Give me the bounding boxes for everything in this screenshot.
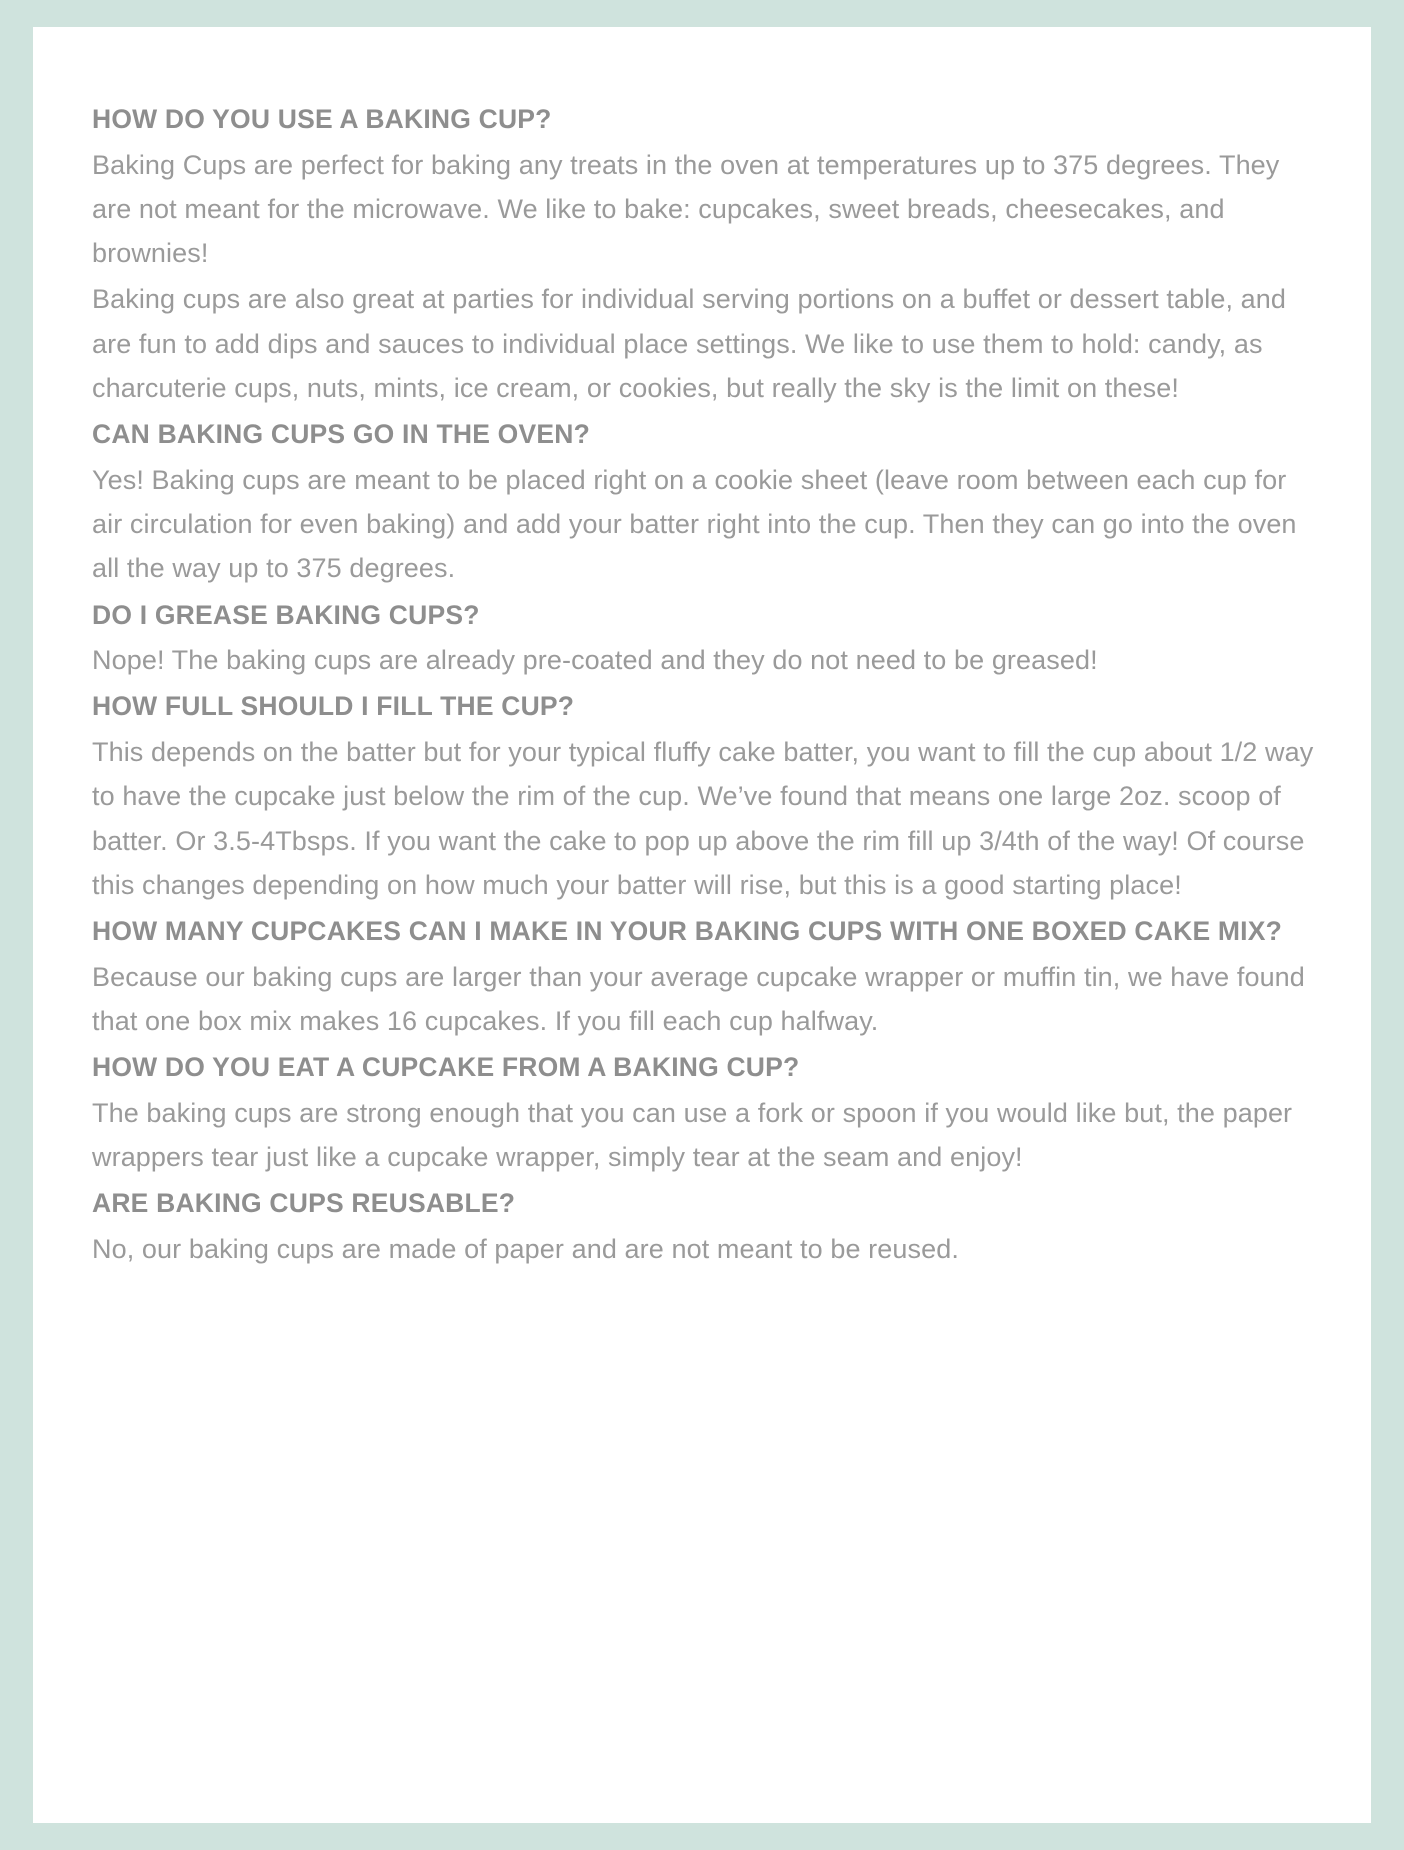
faq-question: DO I GREASE BAKING CUPS? xyxy=(92,599,480,630)
faq-answer: Baking cups are also great at parties for individual serving portions on a buffet or dessert table, and are fun to add dips and sauces to individual place settings. We like to use them to hold: candy, as charcuterie cups, nuts, mints, ice cream, or cookies, but really the sky is the limit on these! xyxy=(92,284,1287,403)
faq-answer: Yes! Baking cups are meant to be placed right on a cookie sheet (leave room between each cup for air circulation for even baking) and add your batter right into the cup. Then they can go into the oven all the way up to 375 degrees. xyxy=(92,464,1297,584)
faq-question: ARE BAKING CUPS REUSABLE? xyxy=(92,1188,516,1219)
faq-answer: No, our baking cups are made of paper and are not meant to be reused. xyxy=(92,1233,959,1264)
faq-question: HOW FULL SHOULD I FILL THE CUP? xyxy=(92,691,575,722)
document-page xyxy=(33,27,1371,1823)
faq-item xyxy=(92,412,1317,590)
faq-item xyxy=(92,1181,1317,1271)
faq-content xyxy=(92,97,1317,1273)
faq-item xyxy=(92,684,1317,907)
faq-answer: The baking cups are strong enough that you can use a fork or spoon if you would like but, the paper wrappers tear just like a cupcake wrapper, simply tear at the seam and enjoy! xyxy=(92,1097,1293,1172)
faq-item xyxy=(92,97,1317,410)
faq-question: HOW DO YOU USE A BAKING CUP? xyxy=(92,104,552,134)
faq-item xyxy=(92,909,1317,1043)
faq-answer: Baking Cups are perfect for baking any treats in the oven at temperatures up to 375 degrees. They are not meant for the microwave. We like to bake: cupcakes, sweet breads, cheesecakes, and brownies! xyxy=(92,149,1280,269)
faq-question: HOW DO YOU EAT A CUPCAKE FROM A BAKING CUP? xyxy=(92,1052,800,1083)
faq-item xyxy=(92,1045,1317,1179)
faq-question: CAN BAKING CUPS GO IN THE OVEN? xyxy=(92,419,590,450)
faq-answer: Because our baking cups are larger than your average cupcake wrapper or muffin tin, we have found that one box mix makes 16 cupcakes. If you fill each cup halfway. xyxy=(92,961,1305,1036)
faq-answer: Nope! The baking cups are already pre-coated and they do not need to be greased! xyxy=(92,645,1098,676)
faq-question: HOW MANY CUPCAKES CAN I MAKE IN YOUR BAKING CUPS WITH ONE BOXED CAKE MIX? xyxy=(92,916,1282,947)
faq-answer: This depends on the batter but for your typical fluffy cake batter, you want to fill the cup about 1/2 way to have the cupcake just below the rim of the cup. We’ve found that means one large 2oz. scoop of batter. Or 3.5-4Tbsps. If you want the cake to pop up above the rim fill up 3/4th of the way! Of course this changes depending on how much your batter will rise, but this is a good starting place! xyxy=(92,736,1314,900)
faq-item xyxy=(92,593,1317,683)
